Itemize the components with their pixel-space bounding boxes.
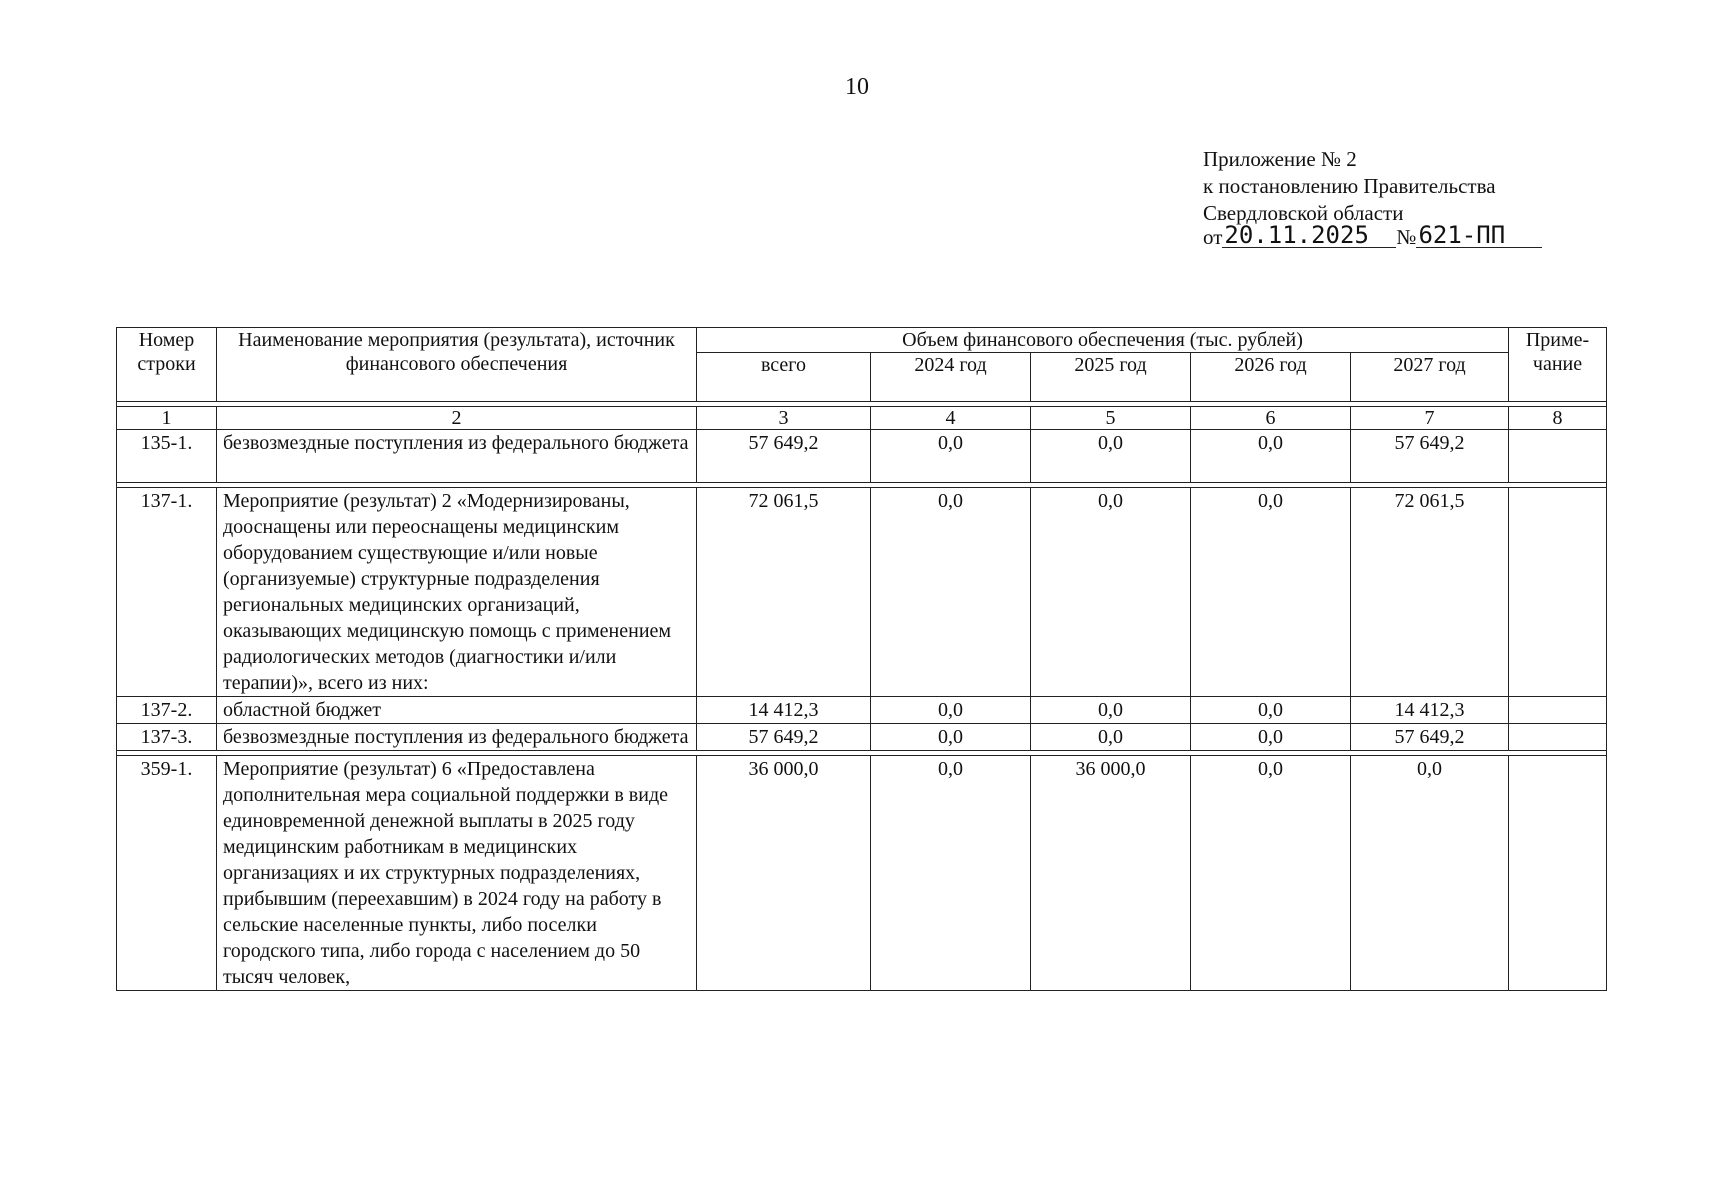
row-2026: 0,0 [1191,756,1351,991]
table-row [117,430,1607,483]
row-note [1509,430,1607,483]
row-name: областной бюджет [217,697,697,724]
row-2024: 0,0 [871,756,1031,991]
row-total: 57 649,2 [697,724,871,751]
row-2027: 57 649,2 [1351,724,1509,751]
row-note [1509,756,1607,991]
row-2024: 0,0 [871,724,1031,751]
appendix-block [1203,146,1542,248]
header-2027: 2027 год [1351,353,1509,402]
header-2026: 2026 год [1191,353,1351,402]
index-cell: 1 [117,407,217,430]
row-2026: 0,0 [1191,724,1351,751]
table-row [117,724,1607,751]
finance-table [116,327,1607,991]
row-2026: 0,0 [1191,488,1351,697]
header-row-num: Номер строки [117,328,217,402]
row-2025: 0,0 [1031,488,1191,697]
row-note [1509,697,1607,724]
resolution-number: 621-ПП [1416,223,1542,248]
appendix-date-number [1203,223,1542,248]
row-number: 359-1. [117,756,217,991]
row-number: 137-2. [117,697,217,724]
header-total: всего [697,353,871,402]
row-2024: 0,0 [871,697,1031,724]
appendix-region: Свердловской области [1203,201,1404,225]
row-2026: 0,0 [1191,430,1351,483]
row-total: 72 061,5 [697,488,871,697]
index-cell: 8 [1509,407,1607,430]
row-2027: 14 412,3 [1351,697,1509,724]
row-2025: 0,0 [1031,430,1191,483]
table-row [117,697,1607,724]
index-cell: 5 [1031,407,1191,430]
index-cell: 4 [871,407,1031,430]
row-2024: 0,0 [871,430,1031,483]
header-finance-group: Объем финансового обеспечения (тыс. рублей) [697,328,1509,353]
row-2025: 36 000,0 [1031,756,1191,991]
number-label: № [1396,225,1417,249]
row-total: 57 649,2 [697,430,871,483]
header-name: Наименование мероприятия (результата), источник финансового обеспечения [217,328,697,402]
row-total: 14 412,3 [697,697,871,724]
header-row-1 [117,328,1607,353]
table-row [117,488,1607,697]
index-cell: 6 [1191,407,1351,430]
row-number: 135-1. [117,430,217,483]
index-cell: 7 [1351,407,1509,430]
row-number: 137-1. [117,488,217,697]
row-2026: 0,0 [1191,697,1351,724]
appendix-title: Приложение № 2 [1203,147,1357,171]
from-label: от [1203,225,1223,249]
row-total: 36 000,0 [697,756,871,991]
appendix-resolution: к постановлению Правительства [1203,174,1496,198]
index-cell: 2 [217,407,697,430]
row-note [1509,488,1607,697]
header-note: Приме-чание [1509,328,1607,402]
row-name: Мероприятие (результат) 6 «Предоставлена дополнительная мера социальной поддержки в виде единовременной денежной выплаты в 2025 году медицинским работникам в медицинских организациях и их структурных подразделениях, прибывшим (переехавшим) в 2024 году на работу в сельские населенные пункты, либо поселки городского типа, либо города с населением до 50 тысяч человек, [217,756,697,991]
index-row [117,407,1607,430]
row-note [1509,724,1607,751]
row-2025: 0,0 [1031,697,1191,724]
page-number: 10 [845,74,869,100]
row-name: безвозмездные поступления из федерального бюджета [217,724,697,751]
row-name: безвозмездные поступления из федерального бюджета [217,430,697,483]
resolution-date: 20.11.2025 [1222,223,1396,248]
header-2025: 2025 год [1031,353,1191,402]
index-cell: 3 [697,407,871,430]
table-row [117,756,1607,991]
row-2027: 57 649,2 [1351,430,1509,483]
row-2024: 0,0 [871,488,1031,697]
header-2024: 2024 год [871,353,1031,402]
row-2027: 72 061,5 [1351,488,1509,697]
row-number: 137-3. [117,724,217,751]
row-2025: 0,0 [1031,724,1191,751]
row-name: Мероприятие (результат) 2 «Модернизированы, дооснащены или переоснащены медицинским оборудованием существующие и/или новые (организуемые) структурные подразделения региональных медицинских организаций, оказывающих медицинскую помощь с применением радиологических методов (диагностики и/или терапии)», всего из них: [217,488,697,697]
row-2027: 0,0 [1351,756,1509,991]
